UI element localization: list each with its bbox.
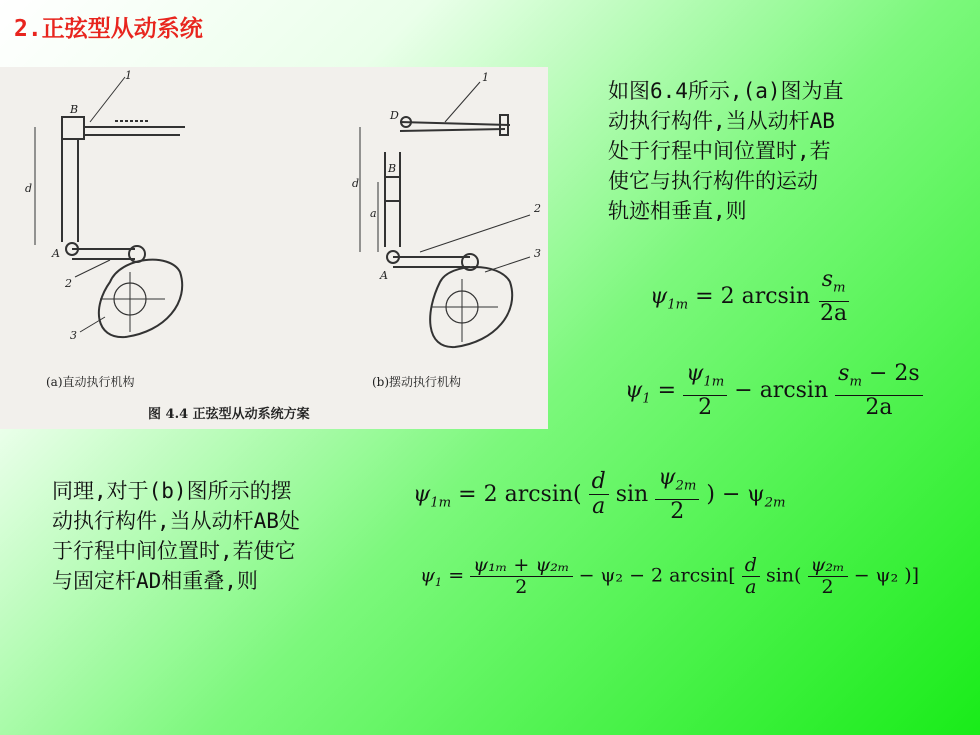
label-2a: 2 xyxy=(65,277,72,290)
label-a-b: A xyxy=(380,269,388,282)
caption-a: (a)直动执行机构 xyxy=(46,375,135,389)
label-b-b: B xyxy=(388,162,397,175)
paragraph-b-line: 动执行构件,当从动杆AB处 xyxy=(52,509,300,533)
paragraph-b xyxy=(52,476,382,596)
paragraph-a-line: 使它与执行构件的运动 xyxy=(608,169,818,193)
paragraph-b-line: 同理,对于(b)图所示的摆 xyxy=(52,479,292,503)
paragraph-a-line: 处于行程中间位置时,若 xyxy=(608,139,831,163)
label-dd-b: d xyxy=(352,177,360,190)
label-1a: 1 xyxy=(125,69,132,82)
label-3a: 3 xyxy=(70,329,77,342)
paragraph-a-line: 动执行构件,当从动杆AB xyxy=(608,109,835,133)
formula-psi1-b: $\psi_1$ = $\frac{\text{ψ₁ₘ + ψ₂ₘ}}{2}$ − ψ₂ − 2 arcsin[ $\frac{d}{a}$ sin( $\frac{\text{ψ₂ₘ}}{2}$ − ψ₂ )] xyxy=(420,554,920,598)
formula-psi1m-a: $\psi_{1m} = 2$ arcsin $\frac{s_m}{2a}$ xyxy=(650,267,848,326)
figure-caption: 图 4.4 正弦型从动系统方案 xyxy=(148,407,310,422)
mechanism-figure xyxy=(0,67,548,429)
slider-block-a xyxy=(62,117,84,139)
output-arm-b xyxy=(400,122,510,125)
formula-psi1m-b: $\psi_{1m} = 2$ arcsin( $\frac{d}{a}$ sin $\frac{\psi_{2m}}{2}$ ) − $\psi_{2m}$ xyxy=(413,465,786,524)
formula-psi1-a: $\psi_1$ = $\frac{\psi_{1m}}{2}$ − arcsin $\frac{s_m - 2s}{2a}$ xyxy=(625,362,923,420)
label-d-a: d xyxy=(25,182,33,195)
caption-b: (b)摆动执行机构 xyxy=(372,375,462,389)
paragraph-a xyxy=(608,76,958,226)
label-b-a: B xyxy=(70,103,79,116)
label-2b: 2 xyxy=(534,202,541,215)
paragraph-a-line: 如图6.4所示,(a)图为直 xyxy=(608,79,844,103)
paragraph-a-line: 轨迹相垂直,则 xyxy=(608,199,747,223)
slide-title: 2.正弦型从动系统 xyxy=(14,16,203,42)
cam-a xyxy=(99,260,182,337)
label-a-a: A xyxy=(52,247,60,260)
label-d-b: D xyxy=(390,109,399,122)
paragraph-b-line: 与固定杆AD相重叠,则 xyxy=(52,569,258,593)
slider-block-b xyxy=(385,177,400,201)
label-1b: 1 xyxy=(482,71,489,84)
paragraph-b-line: 于行程中间位置时,若使它 xyxy=(52,539,296,563)
label-aa-b: a xyxy=(370,207,377,220)
label-3b: 3 xyxy=(534,247,541,260)
